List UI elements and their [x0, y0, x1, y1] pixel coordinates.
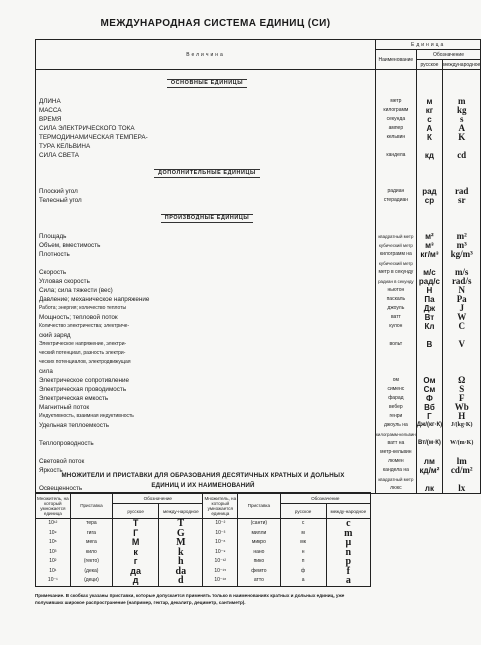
- russian-prefix-symbol: ф: [301, 567, 306, 574]
- unit-name: джоуль: [387, 305, 405, 311]
- russian-symbol: Дж: [423, 304, 436, 313]
- quantity-name: Индуктивность, взаимная индуктивность: [39, 413, 134, 419]
- prefix-name: кило: [86, 548, 97, 555]
- section-heading: [39, 214, 375, 223]
- quantity-column: [36, 70, 376, 494]
- international-symbol: rad: [454, 186, 469, 196]
- prefix-name: (дека): [84, 567, 99, 574]
- unit-name: люкс: [390, 485, 402, 491]
- international-symbol: H: [458, 411, 466, 421]
- quantity-name: [39, 205, 375, 214]
- prefix-title-line-2: ЕДИНИЦ И ИХ НАИМЕНОВАНИЙ: [151, 482, 255, 489]
- multiplier-header-right: Множитель, на который умножается единица: [203, 493, 238, 519]
- prefix-table: [35, 492, 371, 588]
- international-prefix-symbol: a: [345, 575, 351, 586]
- spacer: [443, 79, 480, 88]
- section-heading-text: ОСНОВНЫЕ ЕДИНИЦЫ: [167, 79, 247, 88]
- international-symbol: W: [457, 312, 467, 322]
- russian-prefix-symbol: М: [131, 537, 140, 547]
- quantity-name: ский заряд: [39, 332, 71, 339]
- international-header: международное: [443, 61, 481, 68]
- russian-symbol: [417, 349, 442, 358]
- international-symbol: A: [458, 123, 465, 133]
- international-symbol: N: [458, 285, 465, 295]
- unit-name: [376, 223, 416, 232]
- quantity-name: Плотность: [39, 251, 70, 258]
- international-symbol: [443, 430, 480, 439]
- russian-symbol: [417, 430, 442, 439]
- russian-symbol: м: [426, 97, 433, 106]
- international-symbol: J/(kg·K): [450, 422, 473, 428]
- quantity-name: [39, 88, 375, 97]
- designation-header: Обозначение: [416, 50, 481, 60]
- designation-header-right: Обозначение: [280, 493, 370, 504]
- multiplier-column-right: [203, 519, 238, 587]
- international-symbol: Ω: [458, 375, 466, 385]
- international-symbol: m²: [456, 231, 467, 241]
- unit-name: сименс: [387, 386, 405, 392]
- spacer: [443, 169, 480, 178]
- unit-name: [376, 160, 416, 169]
- international-prefix-column-left: [159, 519, 203, 587]
- multiplier-header-left: Множитель, на который умножается единица: [36, 493, 71, 519]
- multiplier: 10⁻¹: [47, 577, 58, 583]
- quantity-name: [39, 160, 375, 169]
- international-prefix-symbol: d: [178, 575, 184, 586]
- multiplier: 10⁹: [49, 529, 57, 536]
- russian-symbol: кг: [425, 106, 434, 115]
- multiplier: 10²: [49, 558, 57, 564]
- unit-name: [376, 142, 416, 151]
- international-symbol: F: [458, 393, 465, 403]
- international-header-left: между-народное: [159, 504, 203, 519]
- russian-symbol: ср: [424, 196, 435, 205]
- russian-symbol: лм: [423, 457, 435, 466]
- unit-name: вольт: [389, 341, 403, 347]
- russian-symbol: В: [426, 340, 433, 349]
- quantity-name: Электрическое напряжение, электри-: [39, 341, 127, 347]
- international-symbol: C: [458, 321, 465, 331]
- multiplier: 10⁻³: [215, 529, 226, 536]
- russian-symbol: Па: [424, 295, 435, 304]
- multiplier: 10⁻¹²: [214, 558, 227, 564]
- quantity-name: Освещенность: [39, 485, 83, 492]
- unit-name: кубический метр: [378, 243, 413, 248]
- quantity-name: Магнитный поток: [39, 404, 90, 411]
- international-symbol: W/(m·K): [450, 440, 474, 446]
- unit-name: ватт на: [387, 440, 405, 446]
- russian-symbol: [417, 88, 442, 97]
- unit-name: паскаль: [386, 296, 406, 302]
- unit-name: килограмм: [383, 107, 409, 113]
- quantity-name: [39, 70, 375, 79]
- multiplier: 10⁶: [49, 539, 57, 545]
- international-symbol: [443, 358, 480, 367]
- quantity-name: ДЛИНА: [39, 98, 61, 105]
- russian-prefix-symbol: а: [301, 577, 305, 583]
- spacer: [417, 79, 442, 88]
- unit-name: метр: [390, 98, 402, 104]
- russian-prefix-symbol: п: [301, 558, 305, 564]
- quantity-name: Световой поток: [39, 458, 85, 465]
- quantity-name: СИЛА СВЕТА: [39, 152, 79, 159]
- quantity-name: [39, 259, 375, 268]
- russian-header-right: русское: [280, 504, 326, 519]
- unit-name: метр-кельвин: [380, 449, 412, 455]
- unit-name: [376, 70, 416, 79]
- russian-symbol: [417, 331, 442, 340]
- russian-prefix-column-right: [280, 519, 326, 587]
- prefix-column-left: [70, 519, 112, 587]
- prefix-title-line-1: МНОЖИТЕЛИ И ПРИСТАВКИ ДЛЯ ОБРАЗОВАНИЯ ДЕСЯТИЧНЫХ КРАТНЫХ И ДОЛЬНЫХ: [61, 472, 345, 479]
- unit-name: [376, 331, 416, 340]
- russian-symbol: [417, 160, 442, 169]
- unit-name: ом: [392, 377, 399, 383]
- prefix-name: атто: [253, 577, 264, 583]
- section-heading: [39, 169, 375, 178]
- unit-name: квадратный метр: [378, 234, 414, 239]
- unit-name: ватт: [390, 314, 401, 320]
- russian-symbol: Г: [427, 412, 432, 421]
- russian-symbol: К: [426, 133, 432, 142]
- russian-symbol: См: [423, 385, 436, 394]
- international-symbol: [443, 70, 480, 79]
- multiplier: 10¹: [49, 567, 57, 574]
- international-prefix-symbol: f: [346, 565, 350, 577]
- multiplier: 10⁻¹⁵: [214, 567, 227, 574]
- russian-symbol: лк: [424, 484, 434, 493]
- international-symbol: sr: [457, 195, 466, 205]
- russian-prefix-symbol: Г: [133, 527, 139, 538]
- russian-symbol: Кл: [424, 322, 435, 331]
- russian-symbol: [417, 448, 442, 457]
- international-prefix-symbol: k: [178, 546, 184, 558]
- quantity-name: [39, 223, 375, 232]
- quantity-name: Работа; энергия; количество теплоты: [39, 305, 127, 311]
- unit-name: кулон: [389, 323, 403, 329]
- international-symbol: m/s: [454, 267, 469, 277]
- international-prefix-symbol: G: [176, 527, 185, 539]
- spacer: [443, 214, 480, 223]
- quantity-name: сила: [39, 368, 53, 375]
- prefix-name: (деци): [84, 577, 99, 583]
- international-header-right: между-народное: [326, 504, 370, 519]
- prefix-name: тера: [86, 520, 97, 526]
- international-symbol: J: [459, 303, 464, 313]
- prefix-name: мега: [86, 539, 97, 545]
- international-symbol: [443, 349, 480, 358]
- international-symbol: [443, 205, 480, 214]
- multiplier: 10⁻⁹: [215, 548, 226, 555]
- section-heading-text: ДОПОЛНИТЕЛЬНЫЕ ЕДИНИЦЫ: [154, 169, 260, 178]
- international-prefix-symbol: μ: [345, 537, 352, 548]
- international-symbol: S: [459, 384, 465, 394]
- unit-name: стерадиан: [383, 197, 409, 203]
- section-heading: [39, 79, 375, 88]
- unit-name: ньютон: [387, 287, 405, 293]
- multiplier: 10¹²: [48, 520, 58, 526]
- quantity-name: Площадь: [39, 233, 67, 240]
- quantity-name: Яркость: [39, 467, 63, 474]
- russian-symbol: Вт: [424, 313, 435, 322]
- russian-header-left: русское: [113, 504, 159, 519]
- quantity-name: ВРЕМЯ: [39, 116, 62, 123]
- unit-name: [376, 367, 416, 376]
- international-prefix-symbol: m: [344, 527, 353, 539]
- quantity-name: СИЛА ЭЛЕКТРИЧЕСКОГО ТОКА: [39, 125, 135, 132]
- spacer: [376, 214, 416, 223]
- quantity-name: МАССА: [39, 107, 62, 114]
- russian-prefix-symbol: г: [133, 556, 138, 566]
- international-symbol: cd: [457, 150, 467, 160]
- footnote: Примечание. В скобках указаны приставки, которые допускается применять только в наименованиях кратных и дольных единиц, уже получивших широкое распространение (например, гектар, декалитр, дециметр, сантиметр).: [35, 593, 345, 605]
- prefix-name: фемто: [251, 567, 267, 574]
- prefix-name: (гекто): [83, 558, 99, 564]
- unit-name: кельвин: [386, 134, 406, 140]
- international-symbol: Pa: [456, 294, 467, 304]
- unit-name: [376, 349, 416, 358]
- unit-name: джоуль на: [383, 422, 408, 428]
- russian-symbol: [417, 367, 442, 376]
- russian-prefix-symbol: да: [130, 565, 141, 576]
- unit-name: секунда: [386, 116, 406, 122]
- russian-symbol: м³: [425, 241, 434, 250]
- unit-name: люмен: [388, 458, 404, 464]
- international-symbol: rad/s: [451, 276, 472, 286]
- quantity-name: Мощность; тепловой поток: [39, 314, 118, 321]
- unit-name: генри: [389, 413, 403, 419]
- name-header: Наименование: [376, 50, 417, 70]
- russian-symbol: [417, 205, 442, 214]
- international-symbol: cd/m²: [450, 465, 473, 475]
- prefix-name: милли: [251, 529, 267, 536]
- prefix-header-right: Приставка: [238, 493, 280, 519]
- quantity-name: ТУРА КЕЛЬВИНА: [39, 143, 91, 150]
- quantity-name: [39, 178, 375, 187]
- quantity-name: ческий потенциал, разность электри-: [39, 350, 126, 356]
- unit-name: кубический метр: [378, 261, 413, 266]
- unit-name: [376, 88, 416, 97]
- russian-prefix-column-left: [113, 519, 159, 587]
- quantity-name: Скорость: [39, 269, 67, 276]
- russian-symbol: кг/м³: [420, 250, 439, 259]
- unit-name: квадратный метр: [378, 477, 414, 482]
- russian-prefix-symbol: д: [132, 575, 139, 585]
- russian-symbol: [417, 142, 442, 151]
- russian-symbol-column: [416, 70, 442, 494]
- international-symbol: lx: [458, 483, 466, 493]
- designation-header-left: Обозначение: [113, 493, 203, 504]
- russian-symbol: рад/с: [418, 277, 440, 286]
- quantity-header: Величина: [36, 40, 376, 70]
- si-units-table: [35, 39, 481, 496]
- prefix-name: (санти): [250, 520, 268, 526]
- unit-name: радиан: [387, 188, 405, 194]
- quantity-name: [39, 448, 375, 457]
- russian-symbol: Вб: [424, 403, 435, 412]
- quantity-name: Удельная теплоемкость: [39, 422, 110, 429]
- russian-symbol: Ом: [423, 376, 436, 385]
- international-prefix-symbol: da: [175, 565, 187, 577]
- quantity-name: Электрическое сопротивление: [39, 377, 130, 384]
- international-prefix-symbol: c: [346, 518, 351, 529]
- international-prefix-column-right: [326, 519, 370, 587]
- quantity-name: [39, 430, 375, 439]
- quantity-name: Сила; сила тяжести (вес): [39, 287, 113, 294]
- unit-name: вебер: [389, 404, 403, 410]
- russian-symbol: рад: [422, 187, 437, 196]
- international-prefix-symbol: p: [345, 556, 352, 567]
- multiplier: 10³: [49, 548, 57, 555]
- spacer: [376, 169, 416, 178]
- international-symbol: m: [457, 96, 466, 106]
- international-symbol: [443, 160, 480, 169]
- russian-symbol: Н: [426, 286, 433, 295]
- russian-prefix-symbol: м: [301, 529, 305, 536]
- international-symbol: s: [459, 114, 464, 124]
- prefix-name: нано: [253, 548, 265, 555]
- international-symbol-column: [443, 70, 481, 494]
- russian-symbol: кд: [424, 151, 434, 160]
- russian-prefix-symbol: н: [301, 548, 305, 555]
- unit-name: килограмм на: [379, 251, 412, 257]
- russian-symbol: с: [427, 115, 432, 124]
- russian-header: русское: [416, 60, 442, 70]
- spacer: [417, 214, 442, 223]
- quantity-name: Электрическая емкость: [39, 395, 109, 402]
- multiplier-column-left: [36, 519, 71, 587]
- international-prefix-symbol: n: [345, 546, 352, 558]
- international-prefix-symbol: T: [177, 518, 185, 529]
- russian-symbol: Ф: [426, 394, 433, 403]
- international-symbol: V: [458, 339, 465, 349]
- international-prefix-symbol: h: [178, 556, 184, 567]
- russian-symbol: [417, 178, 442, 187]
- russian-symbol: [417, 259, 442, 268]
- quantity-name: Угловая скорость: [39, 278, 90, 285]
- russian-symbol: м/с: [423, 268, 436, 277]
- prefix-name: пико: [253, 558, 265, 564]
- international-symbol: m³: [456, 240, 467, 250]
- quantity-name: Электрическая проводимость: [39, 386, 127, 393]
- section-heading-text: ПРОИЗВОДНЫЕ ЕДИНИЦЫ: [161, 214, 254, 223]
- units-header: Единица: [376, 40, 481, 50]
- unit-name: [376, 178, 416, 187]
- international-symbol: kg/m³: [450, 249, 473, 259]
- russian-prefix-symbol: Т: [132, 518, 139, 528]
- russian-symbol: Вт/(м·К): [417, 440, 441, 446]
- quantity-name: ТЕРМОДИНАМИЧЕСКАЯ ТЕМПЕРА-: [39, 134, 148, 141]
- spacer: [417, 169, 442, 178]
- page-title: МЕЖДУНАРОДНАЯ СИСТЕМА ЕДИНИЦ (СИ): [100, 18, 331, 29]
- russian-symbol: Дж/(кг·К): [416, 422, 443, 428]
- unit-name: [376, 358, 416, 367]
- international-prefix-symbol: M: [176, 537, 186, 548]
- quantity-name: Объем, вместимость: [39, 242, 101, 249]
- multiplier: 10⁻¹⁸: [214, 577, 227, 583]
- russian-prefix-symbol: мк: [300, 539, 306, 545]
- russian-prefix-symbol: с: [301, 520, 305, 526]
- prefix-name: гига: [86, 529, 96, 536]
- multiplier: 10⁻²: [215, 520, 226, 526]
- unit-name-column: [376, 70, 417, 494]
- unit-name: килограмм-кельвин: [376, 432, 416, 437]
- russian-symbol: А: [426, 124, 433, 133]
- unit-name: ампер: [388, 125, 404, 131]
- unit-name: кандела на: [382, 467, 409, 473]
- russian-prefix-symbol: к: [133, 546, 138, 557]
- international-symbol: K: [458, 132, 466, 142]
- quantity-name: Плоский угол: [39, 188, 78, 195]
- international-symbol: lm: [456, 456, 467, 466]
- multiplier: 10⁻⁶: [215, 539, 226, 545]
- russian-symbol: [417, 70, 442, 79]
- russian-symbol: м²: [425, 232, 434, 241]
- prefix-header-left: Приставка: [70, 493, 112, 519]
- international-symbol: kg: [456, 105, 467, 115]
- russian-symbol: [417, 223, 442, 232]
- international-symbol: Wb: [454, 402, 469, 412]
- quantity-name: Теплопроводность: [39, 440, 94, 447]
- prefix-column-right: [238, 519, 280, 587]
- russian-symbol: [417, 475, 442, 484]
- unit-name: [376, 205, 416, 214]
- unit-name: метр в секунду: [378, 269, 414, 275]
- prefix-name: микро: [251, 539, 266, 545]
- quantity-name: Давление; механическое напряжение: [39, 296, 150, 303]
- unit-name: фарад: [388, 395, 404, 401]
- russian-symbol: [417, 358, 442, 367]
- spacer: [376, 79, 416, 88]
- prefix-section-title: [35, 471, 371, 491]
- unit-name: кандела: [386, 152, 406, 158]
- unit-name: радиан в секунду: [378, 279, 414, 284]
- quantity-name: ческих потенциалов, электродвижущая: [39, 359, 131, 365]
- russian-symbol: кд/м²: [419, 466, 440, 475]
- quantity-name: Количество электричества; электриче-: [39, 323, 130, 329]
- quantity-name: Телесный угол: [39, 197, 82, 204]
